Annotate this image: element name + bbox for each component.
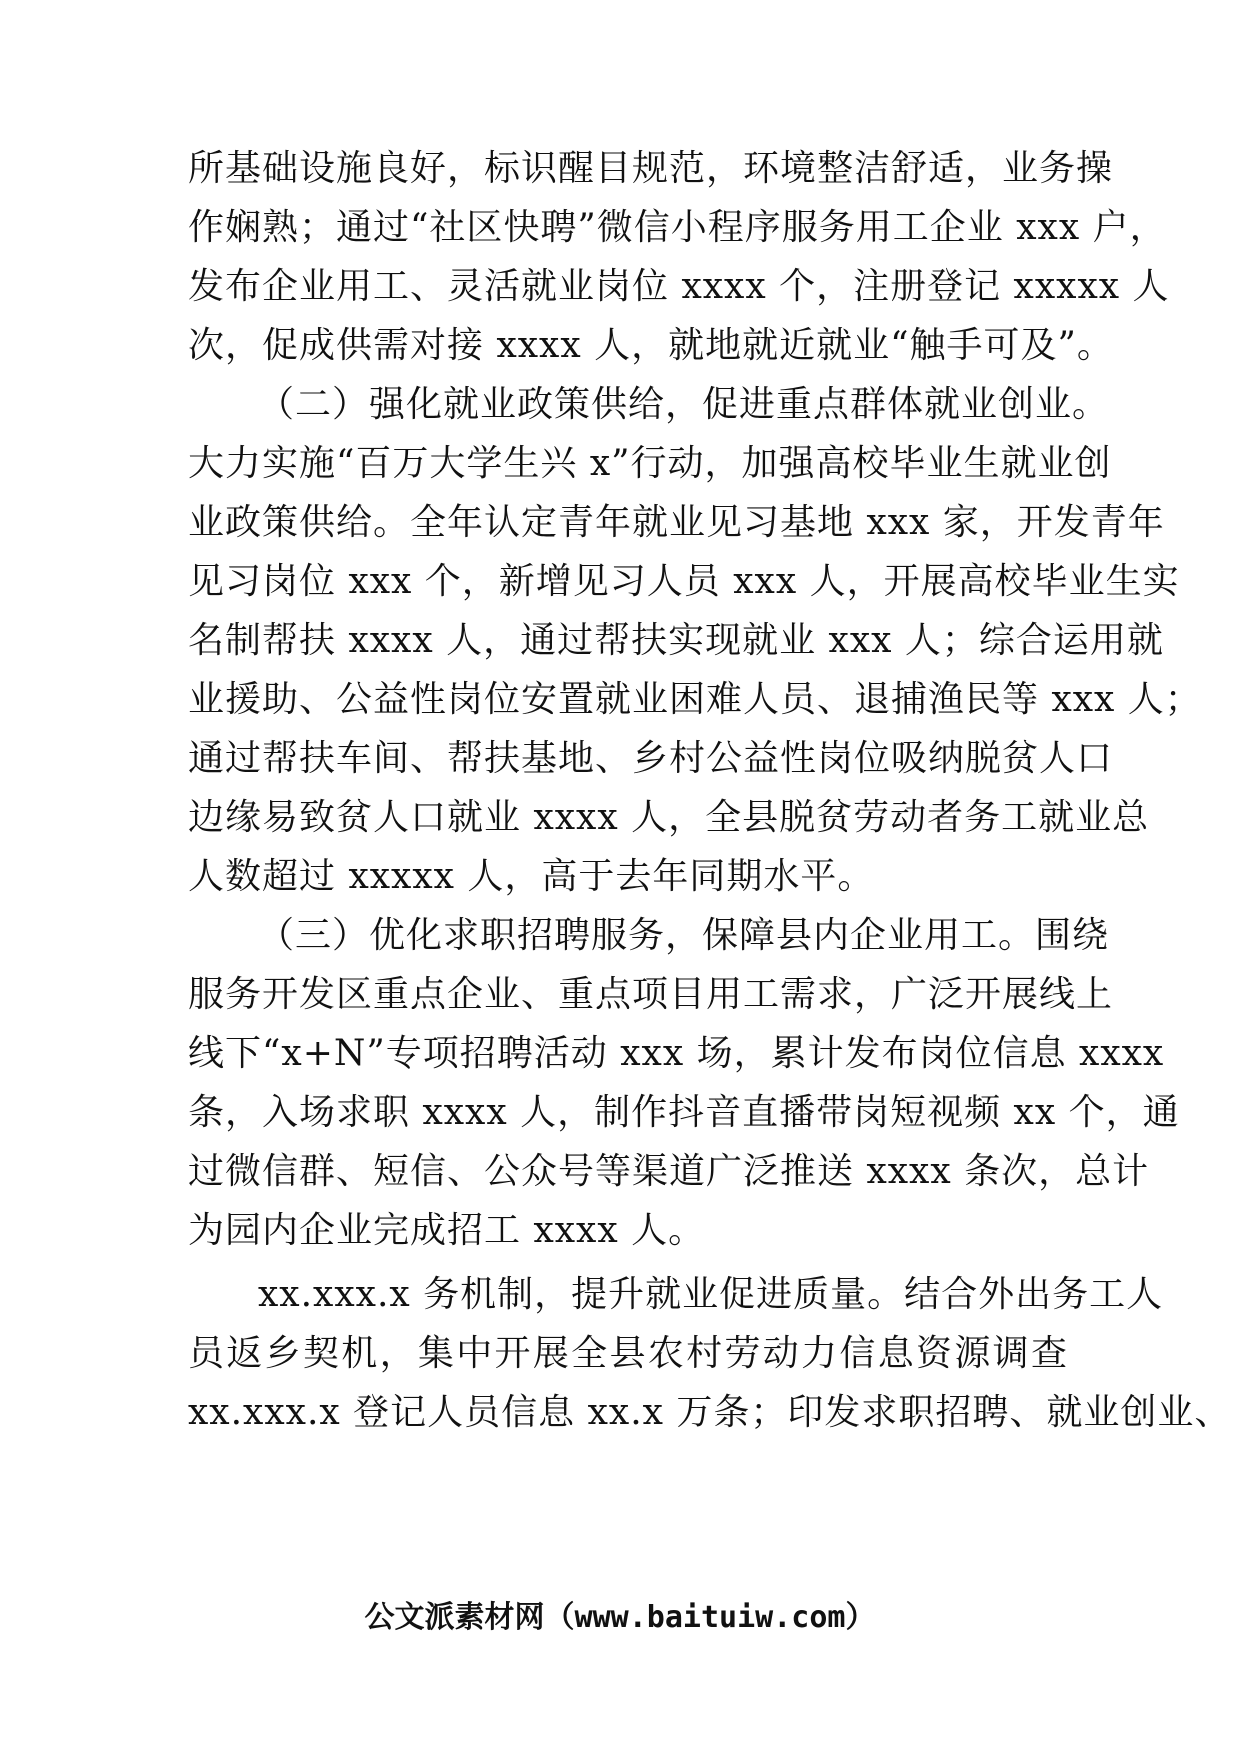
paragraph-heading: （三）优化求职招聘服务，保障县内企业用工。围绕 (258, 915, 1110, 956)
text-line: 名制帮扶 xxxx 人，通过帮扶实现就业 xxx 人；综合运用就 (188, 620, 1164, 661)
text-line: 服务开发区重点企业、重点项目用工需求，广泛开展线上 (188, 974, 1114, 1015)
paragraph-heading: xx.xxx.x 务机制，提升就业促进质量。结合外出务工人 (258, 1274, 1164, 1315)
text-line: 通过帮扶车间、帮扶基地、乡村公益性岗位吸纳脱贫人口 (188, 738, 1114, 779)
text-line: 边缘易致贫人口就业 xxxx 人，全县脱贫劳动者务工就业总 (188, 797, 1150, 838)
paragraph-heading: （二）强化就业政策供给，促进重点群体就业创业。 (258, 384, 1110, 425)
text-line: 人数超过 xxxxx 人，高于去年同期水平。 (188, 856, 875, 897)
text-line: 次，促成供需对接 xxxx 人，就地就近就业“触手可及”。 (188, 325, 1114, 366)
text-line: 为园内企业完成招工 xxxx 人。 (188, 1210, 706, 1251)
text-line: 员返乡契机，集中开展全县农村劳动力信息资源调查 (188, 1333, 1068, 1374)
text-line: 作娴熟；通过“社区快聘”微信小程序服务用工企业 xxx 户， (188, 207, 1167, 248)
text-line: 所基础设施良好，标识醒目规范，环境整洁舒适，业务操 (188, 148, 1114, 189)
footer-watermark: 公文派素材网（www.baituiw.com） (364, 1600, 876, 1635)
text-line: 发布企业用工、灵活就业岗位 xxxx 个，注册登记 xxxxx 人 (188, 266, 1170, 307)
text-line: 业政策供给。全年认定青年就业见习基地 xxx 家，开发青年 (188, 502, 1165, 543)
text-line: 大力实施“百万大学生兴 x”行动，加强高校毕业生就业创 (188, 443, 1112, 484)
text-line: 条，入场求职 xxxx 人，制作抖音直播带岗短视频 xx 个，通 (188, 1092, 1180, 1133)
text-line: xx.xxx.x 登记人员信息 xx.x 万条；印发求职招聘、就业创业、 (188, 1392, 1232, 1433)
text-line: 过微信群、短信、公众号等渠道广泛推送 xxxx 条次，总计 (188, 1151, 1150, 1192)
text-line: 线下“x+N”专项招聘活动 xxx 场，累计发布岗位信息 xxxx (188, 1033, 1165, 1074)
text-line: 业援助、公益性岗位安置就业困难人员、退捕渔民等 xxx 人； (188, 679, 1202, 720)
text-line: 见习岗位 xxx 个，新增见习人员 xxx 人，开展高校毕业生实 (188, 561, 1180, 602)
